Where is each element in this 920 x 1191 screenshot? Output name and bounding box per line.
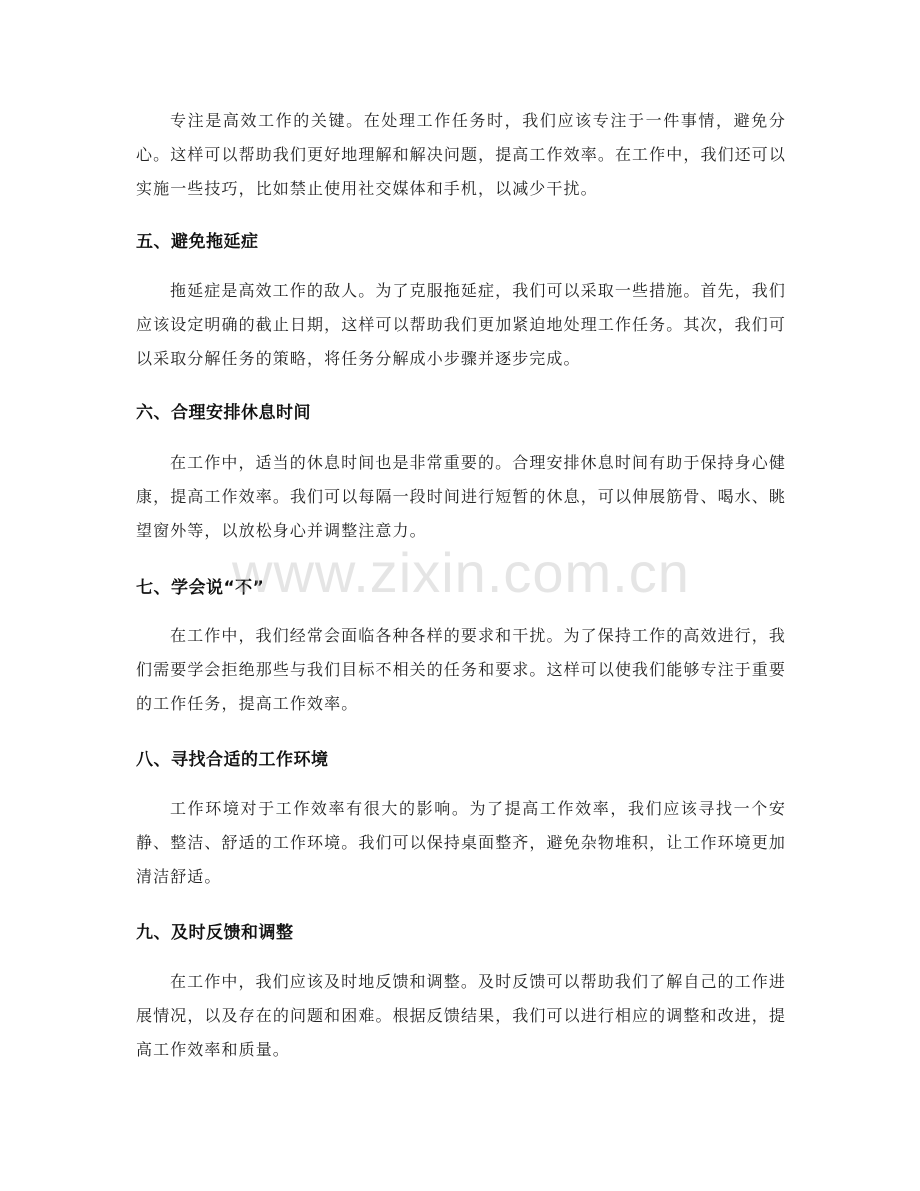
paragraph-rest-time: 在工作中，适当的休息时间也是非常重要的。合理安排休息时间有助于保持身心健康，提高工作效率。我们可以每隔一段时间进行短暂的休息，可以伸展筋骨、喝水、眺望窗外等，以放松身心并调整注意力。 [136, 453, 786, 540]
heading-feedback: 九、及时反馈和调整 [136, 923, 294, 943]
paragraph-feedback: 在工作中，我们应该及时地反馈和调整。及时反馈可以帮助我们了解自己的工作进展情况，以及存在的问题和困难。根据反馈结果，我们可以进行相应的调整和改进，提高工作效率和质量。 [136, 972, 786, 1059]
heading-avoid-procrastination: 五、避免拖延症 [136, 232, 259, 252]
paragraph-avoid-procrastination: 拖延症是高效工作的敌人。为了克服拖延症，我们可以采取一些措施。首先，我们应该设定明确的截止日期，这样可以帮助我们更加紧迫地处理工作任务。其次，我们可以采取分解任务的策略，将任务分解成小步骤并逐步完成。 [136, 281, 786, 368]
watermark: www.zixin.com.cn [232, 541, 690, 604]
paragraph-focus: 专注是高效工作的关键。在处理工作任务时，我们应该专注于一件事情，避免分心。这样可以帮助我们更好地理解和解决问题，提高工作效率。在工作中，我们还可以实施一些技巧，比如禁止使用社交媒体和手机，以减少干扰。 [136, 111, 786, 198]
paragraph-say-no: 在工作中，我们经常会面临各种各样的要求和干扰。为了保持工作的高效进行，我们需要学会拒绝那些与我们目标不相关的任务和要求。这样可以使我们能够专注于重要的工作任务，提高工作效率。 [136, 626, 786, 713]
paragraph-work-environment: 工作环境对于工作效率有很大的影响。为了提高工作效率，我们应该寻找一个安静、整洁、舒适的工作环境。我们可以保持桌面整齐，避免杂物堆积，让工作环境更加清洁舒适。 [136, 799, 786, 886]
heading-work-environment: 八、寻找合适的工作环境 [136, 750, 329, 770]
heading-rest-time: 六、合理安排休息时间 [136, 403, 311, 423]
heading-say-no: 七、学会说“不” [136, 578, 265, 598]
